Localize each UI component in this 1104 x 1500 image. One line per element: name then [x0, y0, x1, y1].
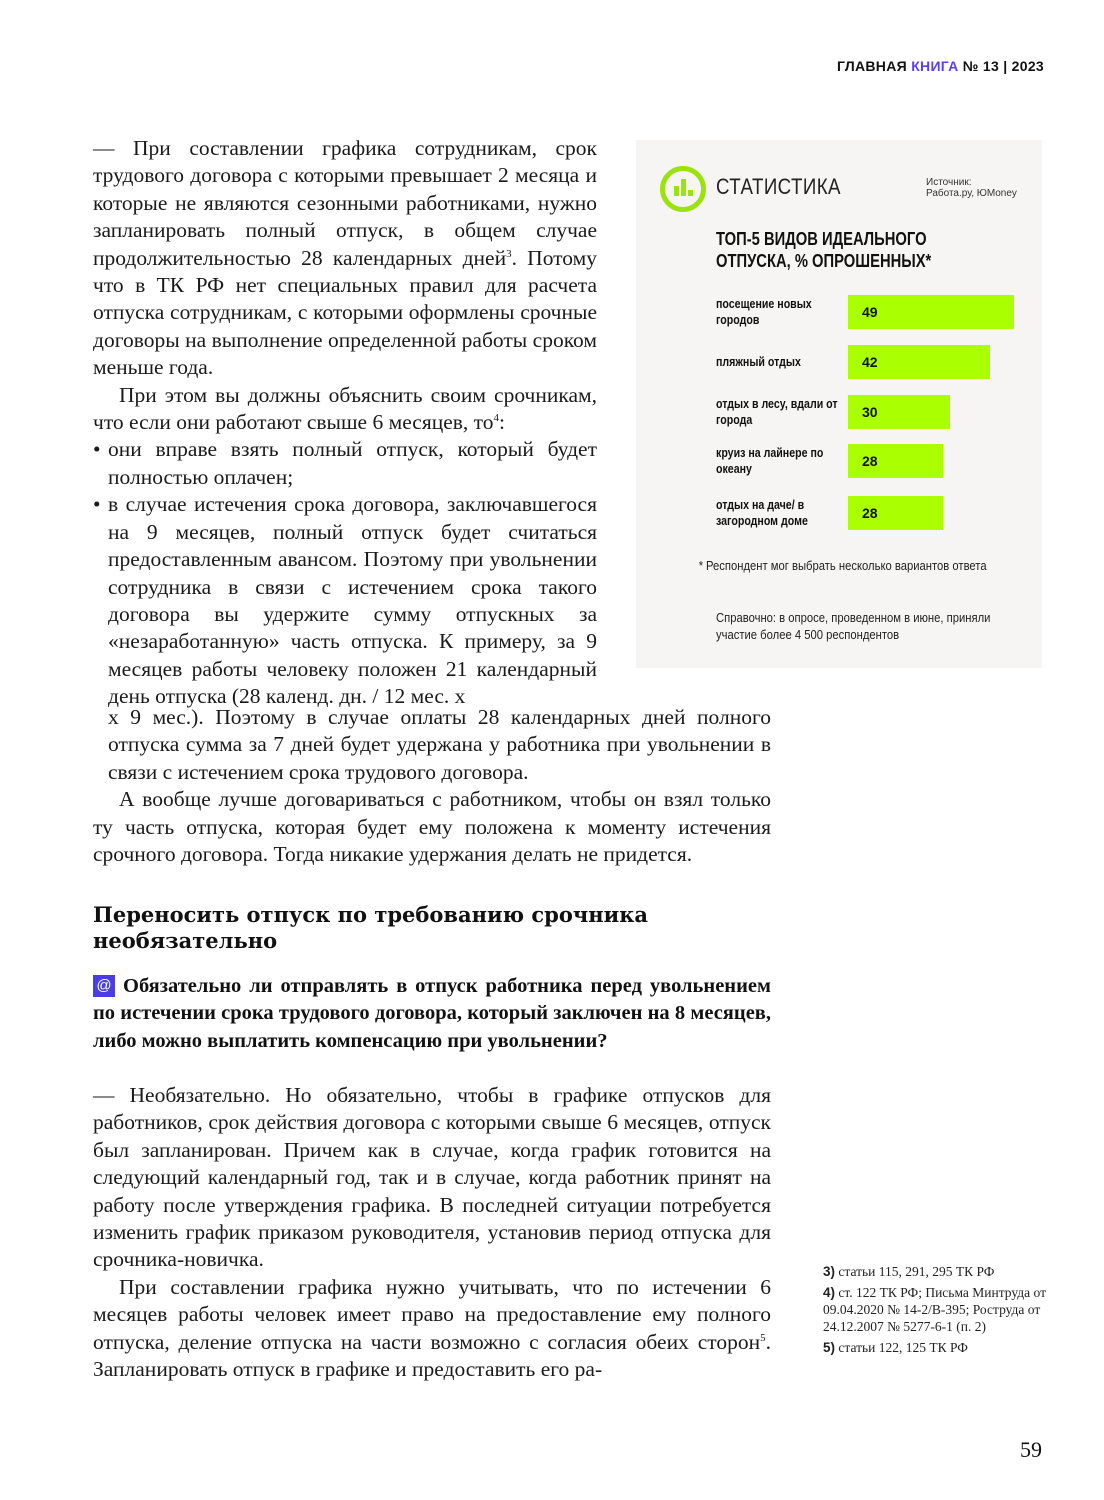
- reader-question: @ Обязательно ли отправлять в отпуск работника перед увольнением по истечении срока трудового договора, который заключен на 8 месяцев, либо можно выплатить компенсацию при увольнении?: [93, 975, 771, 1052]
- bar-value: 28: [862, 453, 878, 469]
- statistics-sidebar: [636, 140, 1042, 668]
- bar-value: 28: [862, 505, 878, 521]
- email-at-icon: @: [93, 975, 115, 997]
- reference-item: 4) ст. 122 ТК РФ; Письма Минтруда от 09.04.2020 № 14-2/В-395; Роструда от 24.12.2007 № 5277-6-1 (п. 2): [823, 1285, 1046, 1334]
- brand-name-part2: КНИГА: [911, 58, 959, 74]
- paragraph: При составлении графика нужно учитывать, что по истечении 6 месяцев работы человек имеет право на предоставление ему полного отпуска, деление отпуска на части возможно с согласия обеих сторон$^5$. Запланировать отпуск в графике и предоставить его ра-: [93, 1274, 771, 1382]
- source-credit: Источник: Работа.ру, ЮMoney: [926, 177, 1017, 199]
- bar-row: [716, 395, 1026, 429]
- bar-label: круиз на лайнере по океану: [716, 446, 824, 476]
- paragraph: А вообще лучше договариваться с работником, чтобы он взял только ту часть отпуска, которая будет ему положена к моменту истечения срочного договора. Тогда никакие удержания делать не придется.: [93, 787, 771, 867]
- footnote-references: [823, 1263, 1053, 1360]
- footnote-ref[interactable]: 5: [760, 1331, 766, 1344]
- paragraph: При этом вы должны объяснить своим срочникам, что если они работают свыше 6 месяцев, $то^4$:: [93, 382, 597, 435]
- chart-title: ТОП-5 ВИДОВ ИДЕАЛЬНОГО ОТПУСКА, % ОПРОШЕННЫХ*: [716, 229, 932, 271]
- bar: [848, 395, 950, 429]
- list-item: • в случае истечения срока договора, заключавшегося на 9 месяцев, полный отпуск будет считаться предоставленным авансом. Поэтому при увольнении сотрудника в связи с истечением срока такого договора вы удержите сумму отпускных за «незаработанную» часть отпуска. К примеру, за 9 месяцев работы человеку положен 21 календарный день отпуска (28 календ. дн. / 12 мес. х: [93, 491, 597, 710]
- magazine-header: [837, 58, 1044, 74]
- reference-item: 3) статьи 115, 291, 295 ТК РФ: [823, 1264, 995, 1279]
- list-item: • они вправе взять полный отпуск, который будет полностью оплачен;: [93, 436, 597, 491]
- bullet-list: [93, 436, 597, 710]
- bar-label: отдых на даче/ в загородном доме: [716, 498, 808, 528]
- bar: [848, 295, 1014, 329]
- bar-label: отдых в лесу, вдали от города: [716, 397, 838, 427]
- paragraph: — При составлении графика сотрудникам, срок трудового договора с которыми превышает 2 месяца и которые не являются сезонными работниками, нужно запланировать полный отпуск, в общем случае продолжительностью 28 календарных дней$^3$. Потому что в ТК РФ нет специальных правил для расчета отпуска сотрудникам, с которыми оформлены срочные договоры на выполнение определенной работы сроком меньше года.: [93, 136, 597, 380]
- bar: [848, 444, 943, 478]
- footnote-ref[interactable]: 3: [506, 247, 512, 260]
- bar-row: [716, 345, 1026, 379]
- bar-row: [716, 496, 1026, 530]
- section-heading: Переносить отпуск по требованию срочника необязательно: [93, 902, 648, 953]
- reference-item: 5) статьи 122, 125 ТК РФ: [823, 1340, 968, 1355]
- bar-row: [716, 295, 1026, 329]
- bar-value: 42: [862, 354, 878, 370]
- chart-note: Справочно: в опросе, проведенном в июне, приняли участие более 4 500 респондентов: [716, 611, 991, 642]
- bar-value: 30: [862, 404, 878, 420]
- bar-row: [716, 444, 1026, 478]
- paragraph: — Необязательно. Но обязательно, чтобы в графике отпусков для работников, срок действия договора с которыми свыше 6 месяцев, отпуск был запланирован. Причем как в случае, когда график готовится на следующий календарный год, так и в случае, когда работник принят на работу после утверждения графика. В последней ситуации потребуется изменить график приказом руководителя, установив период отпуска для срочника-новичка.: [93, 1083, 771, 1272]
- article-column-wide: [93, 704, 771, 868]
- sidebar-label: СТАТИСТИКА: [716, 174, 841, 199]
- bar-label: посещение новых городов: [716, 297, 812, 327]
- list-item-continuation: х 9 мес.). Поэтому в случае оплаты 28 календарных дней полного отпуска сумма за 7 дней будет удержана у работника при увольнении в связи с истечением срока трудового договора.: [108, 705, 771, 784]
- bar-label: пляжный отдых: [716, 355, 801, 369]
- chart-footnote: * Респондент мог выбрать несколько вариантов ответа: [698, 559, 987, 573]
- issue-number: № 13 | 2023: [962, 58, 1044, 74]
- brand-name-part1: ГЛАВНАЯ: [836, 58, 907, 74]
- answer-column: [93, 1082, 771, 1383]
- footnote-ref[interactable]: 4: [493, 411, 500, 424]
- bar-value: 49: [862, 304, 878, 320]
- bar: [848, 496, 943, 530]
- bar-chart-icon: [660, 166, 706, 212]
- bar: [848, 345, 990, 379]
- article-column-top: [93, 135, 597, 711]
- page-number: 59: [1020, 1437, 1042, 1462]
